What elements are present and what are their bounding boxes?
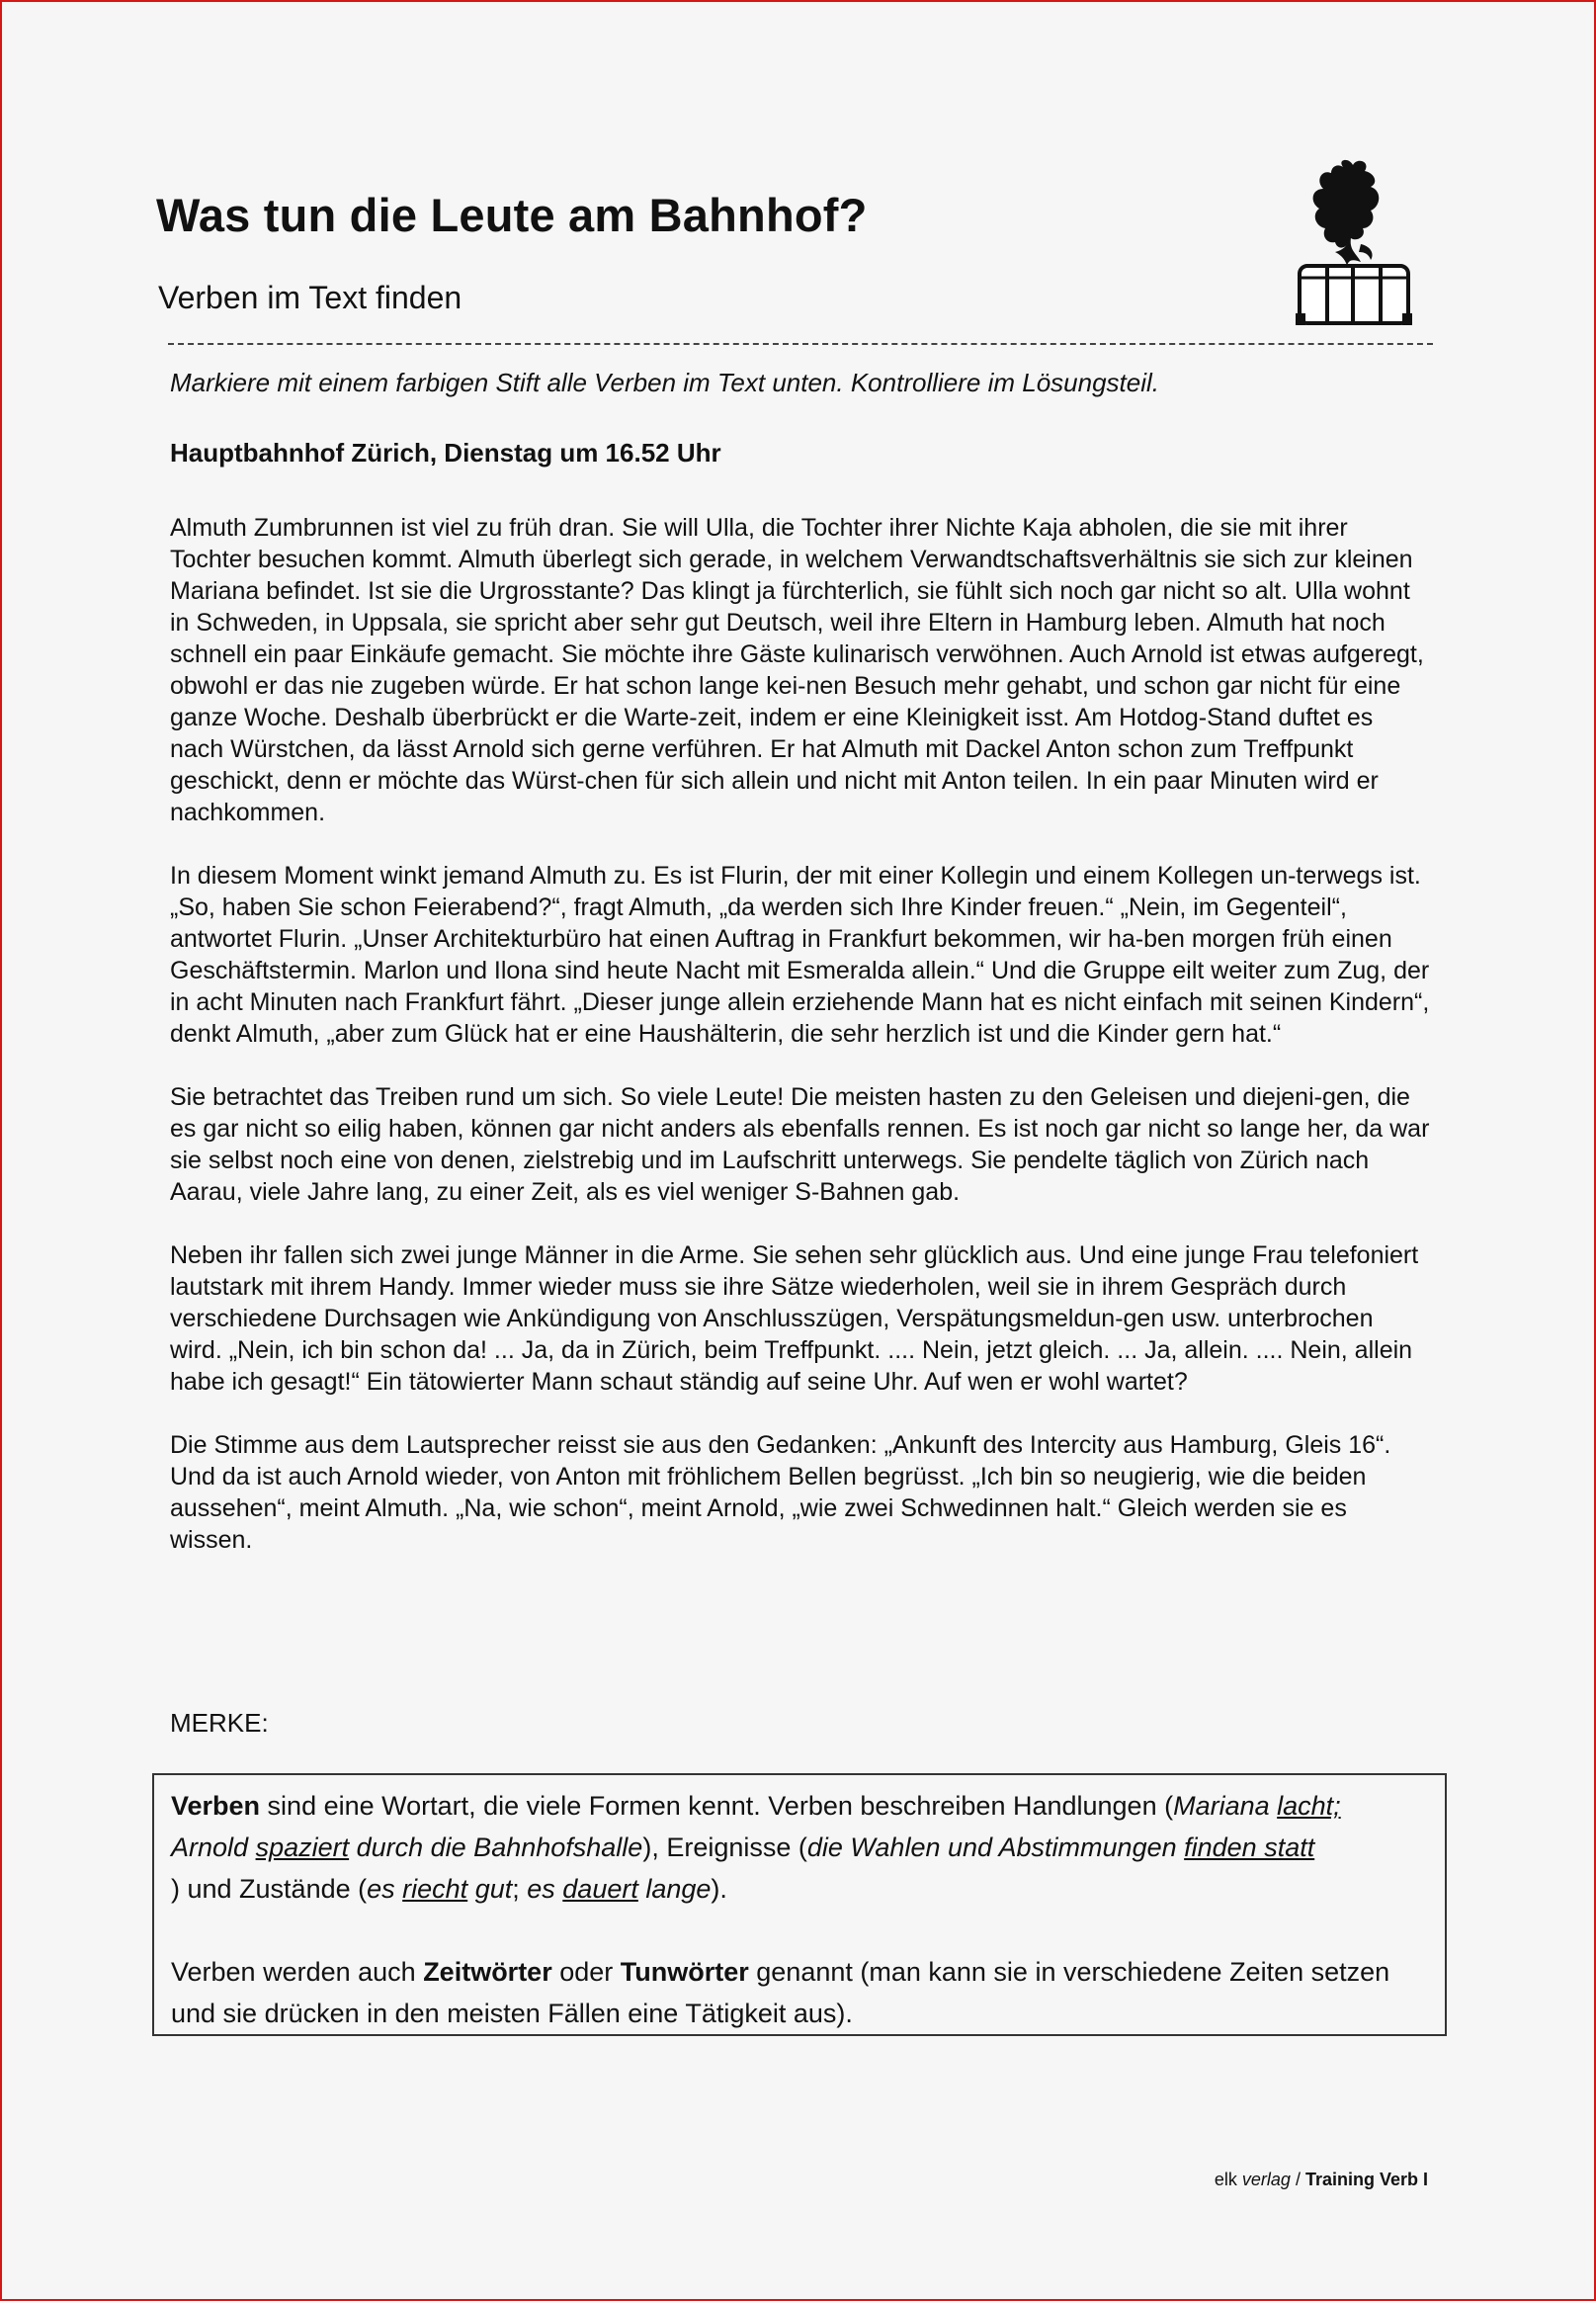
dashed-divider: [168, 343, 1433, 345]
merke-synonyms: Verben werden auch Zeitwörter oder Tunwörter genannt (man kann sie in verschiedene Zeiten setzen und sie drücken in den meisten Fällen eine Tätigkeit aus).: [171, 1957, 1390, 2028]
story-paragraph-1: Almuth Zumbrunnen ist viel zu früh dran. Sie will Ulla, die Tochter ihrer Nichte Kaja abholen, die sie mit ihrer Tochter besuchen kommt. Almuth überlegt sich gerade, in welchem Verwandtschaftsverhältnis sie sich zur kleinen Mariana befindet. Ist sie die Urgrosstante? Das klingt ja fürchterlich, sie fühlt sich noch gar nicht so alt. Ulla wohnt in Schweden, in Uppsala, sie spricht aber sehr gut Deutsch, weil ihre Eltern in Hamburg leben. Almuth hat noch schnell ein paar Einkäufe gemacht. Sie möchte ihre Gäste kulinarisch verwöhnen. Auch Arnold ist etwas aufgeregt, obwohl er das nie zugeben würde. Er hat schon lange kei-nen Besuch mehr gehabt, und schon gar nicht für eine ganze Woche. Deshalb überbrückt er die Warte-zeit, indem er eine Kleinigkeit isst. Am Hotdog-Stand duftet es nach Würstchen, da lässt Arnold sich gerne verführen. Er hat Almuth mit Dackel Anton schon zum Treffpunkt geschickt, denn er möchte das Würst-chen für sich allein und nicht mit Anton teilen. In ein paar Minuten wird er nachkommen.: [170, 514, 1424, 826]
story-paragraph-2: In diesem Moment winkt jemand Almuth zu. Es ist Flurin, der mit einer Kollegin und einem Kollegen un-terwegs ist. „So, haben Sie schon Feierabend?“, fragt Almuth, „da werden sich Ihre Kinder freuen.“ „Nein, im Gegenteil“, antwortet Flurin. „Unser Architekturbüro hat einen Auftrag in Frankfurt bekommen, wir ha-ben morgen früh einen Geschäftstermin. Marlon und Ilona sind heute Nacht mit Esmeralda allein.“ Und die Gruppe eilt weiter zum Zug, der in acht Minuten nach Frankfurt fährt. „Dieser junge allein erziehende Mann hat es nicht einfach mit seinen Kindern“, denkt Almuth, „aber zum Glück hat er eine Haushälterin, die sehr herzlich ist und die Kinder gern hat.“: [170, 862, 1430, 1048]
example-dauert: es dauert lange: [527, 1874, 712, 1904]
example-mariana: Mariana lacht; Arnold spaziert durch die Bahnhofshalle: [171, 1791, 1341, 1862]
merke-label: MERKE:: [170, 1708, 269, 1738]
story-paragraph-4: Neben ihr fallen sich zwei junge Männer in die Arme. Sie sehen sehr glücklich aus. Und eine junge Frau telefoniert lautstark mit ihrem Handy. Immer wieder muss sie ihre Sätze wiederholen, weil sie in ihrem Gespräch durch verschiedene Durchsagen wie Ankündigung von Anschlusszügen, Verspätungsmeldun-gen usw. unterbrochen wird. „Nein, ich bin schon da! ... Ja, da in Zürich, beim Treffpunkt. .... Nein, jetzt gleich. ... Ja, allein. .... Nein, allein habe ich gesagt!“ Ein tätowierter Mann schaut ständig auf seine Uhr. Auf wen er wohl wartet?: [170, 1241, 1419, 1396]
footer-credit: elk verlag / Training Verb I: [1214, 2170, 1428, 2189]
page-title: Was tun die Leute am Bahnhof?: [156, 189, 868, 241]
suitcase-logo-icon: [1292, 155, 1420, 328]
story-paragraph-5: Die Stimme aus dem Lautsprecher reisst sie aus den Gedanken: „Ankunft des Intercity aus Hamburg, Gleis 16“. Und da ist auch Arnold wieder, von Anton mit fröhlichem Bellen begrüsst. „Ich bin so neugierig, wie die beiden aussehen“, meint Almuth. „Na, wie schon“, meint Arnold, „wie zwei Schwedinnen halt.“ Gleich werden sie es wissen.: [170, 1431, 1391, 1554]
page-subtitle: Verben im Text finden: [158, 280, 462, 315]
merke-definition: Verben sind eine Wortart, die viele Formen kennt. Verben beschreiben Handlungen (Mariana lacht; Arnold spaziert durch die Bahnhofshalle), Ereignisse (die Wahlen und Abstimmungen finden statt ) und Zustände (es riecht gut; es dauert lange).: [171, 1791, 1341, 1904]
story-heading: Hauptbahnhof Zürich, Dienstag um 16.52 Uhr: [170, 438, 721, 468]
story-text: [170, 512, 1430, 1587]
example-wahlen: die Wahlen und Abstimmungen finden statt: [806, 1832, 1315, 1862]
term-zeitwoerter: Zeitwörter: [423, 1957, 552, 1987]
merke-box: [152, 1773, 1447, 2036]
term-tunwoerter: Tunwörter: [620, 1957, 749, 1987]
story-paragraph-3: Sie betrachtet das Treiben rund um sich. So viele Leute! Die meisten hasten zu den Geleisen und diejeni-gen, die es gar nicht so eilig haben, können gar nicht anders als ebenfalls rennen. Es ist noch gar nicht so lange her, da war sie selbst noch eine von denen, zielstrebig und im Laufschritt unterwegs. Sie pendelte täglich von Zürich nach Aarau, viele Jahre lang, zu einer Zeit, als es viel weniger S-Bahnen gab.: [170, 1083, 1430, 1206]
instruction-text: Markiere mit einem farbigen Stift alle Verben im Text unten. Kontrolliere im Lösungsteil.: [170, 368, 1159, 397]
term-verben: Verben: [171, 1791, 261, 1821]
example-riecht: es riecht gut: [367, 1874, 513, 1904]
